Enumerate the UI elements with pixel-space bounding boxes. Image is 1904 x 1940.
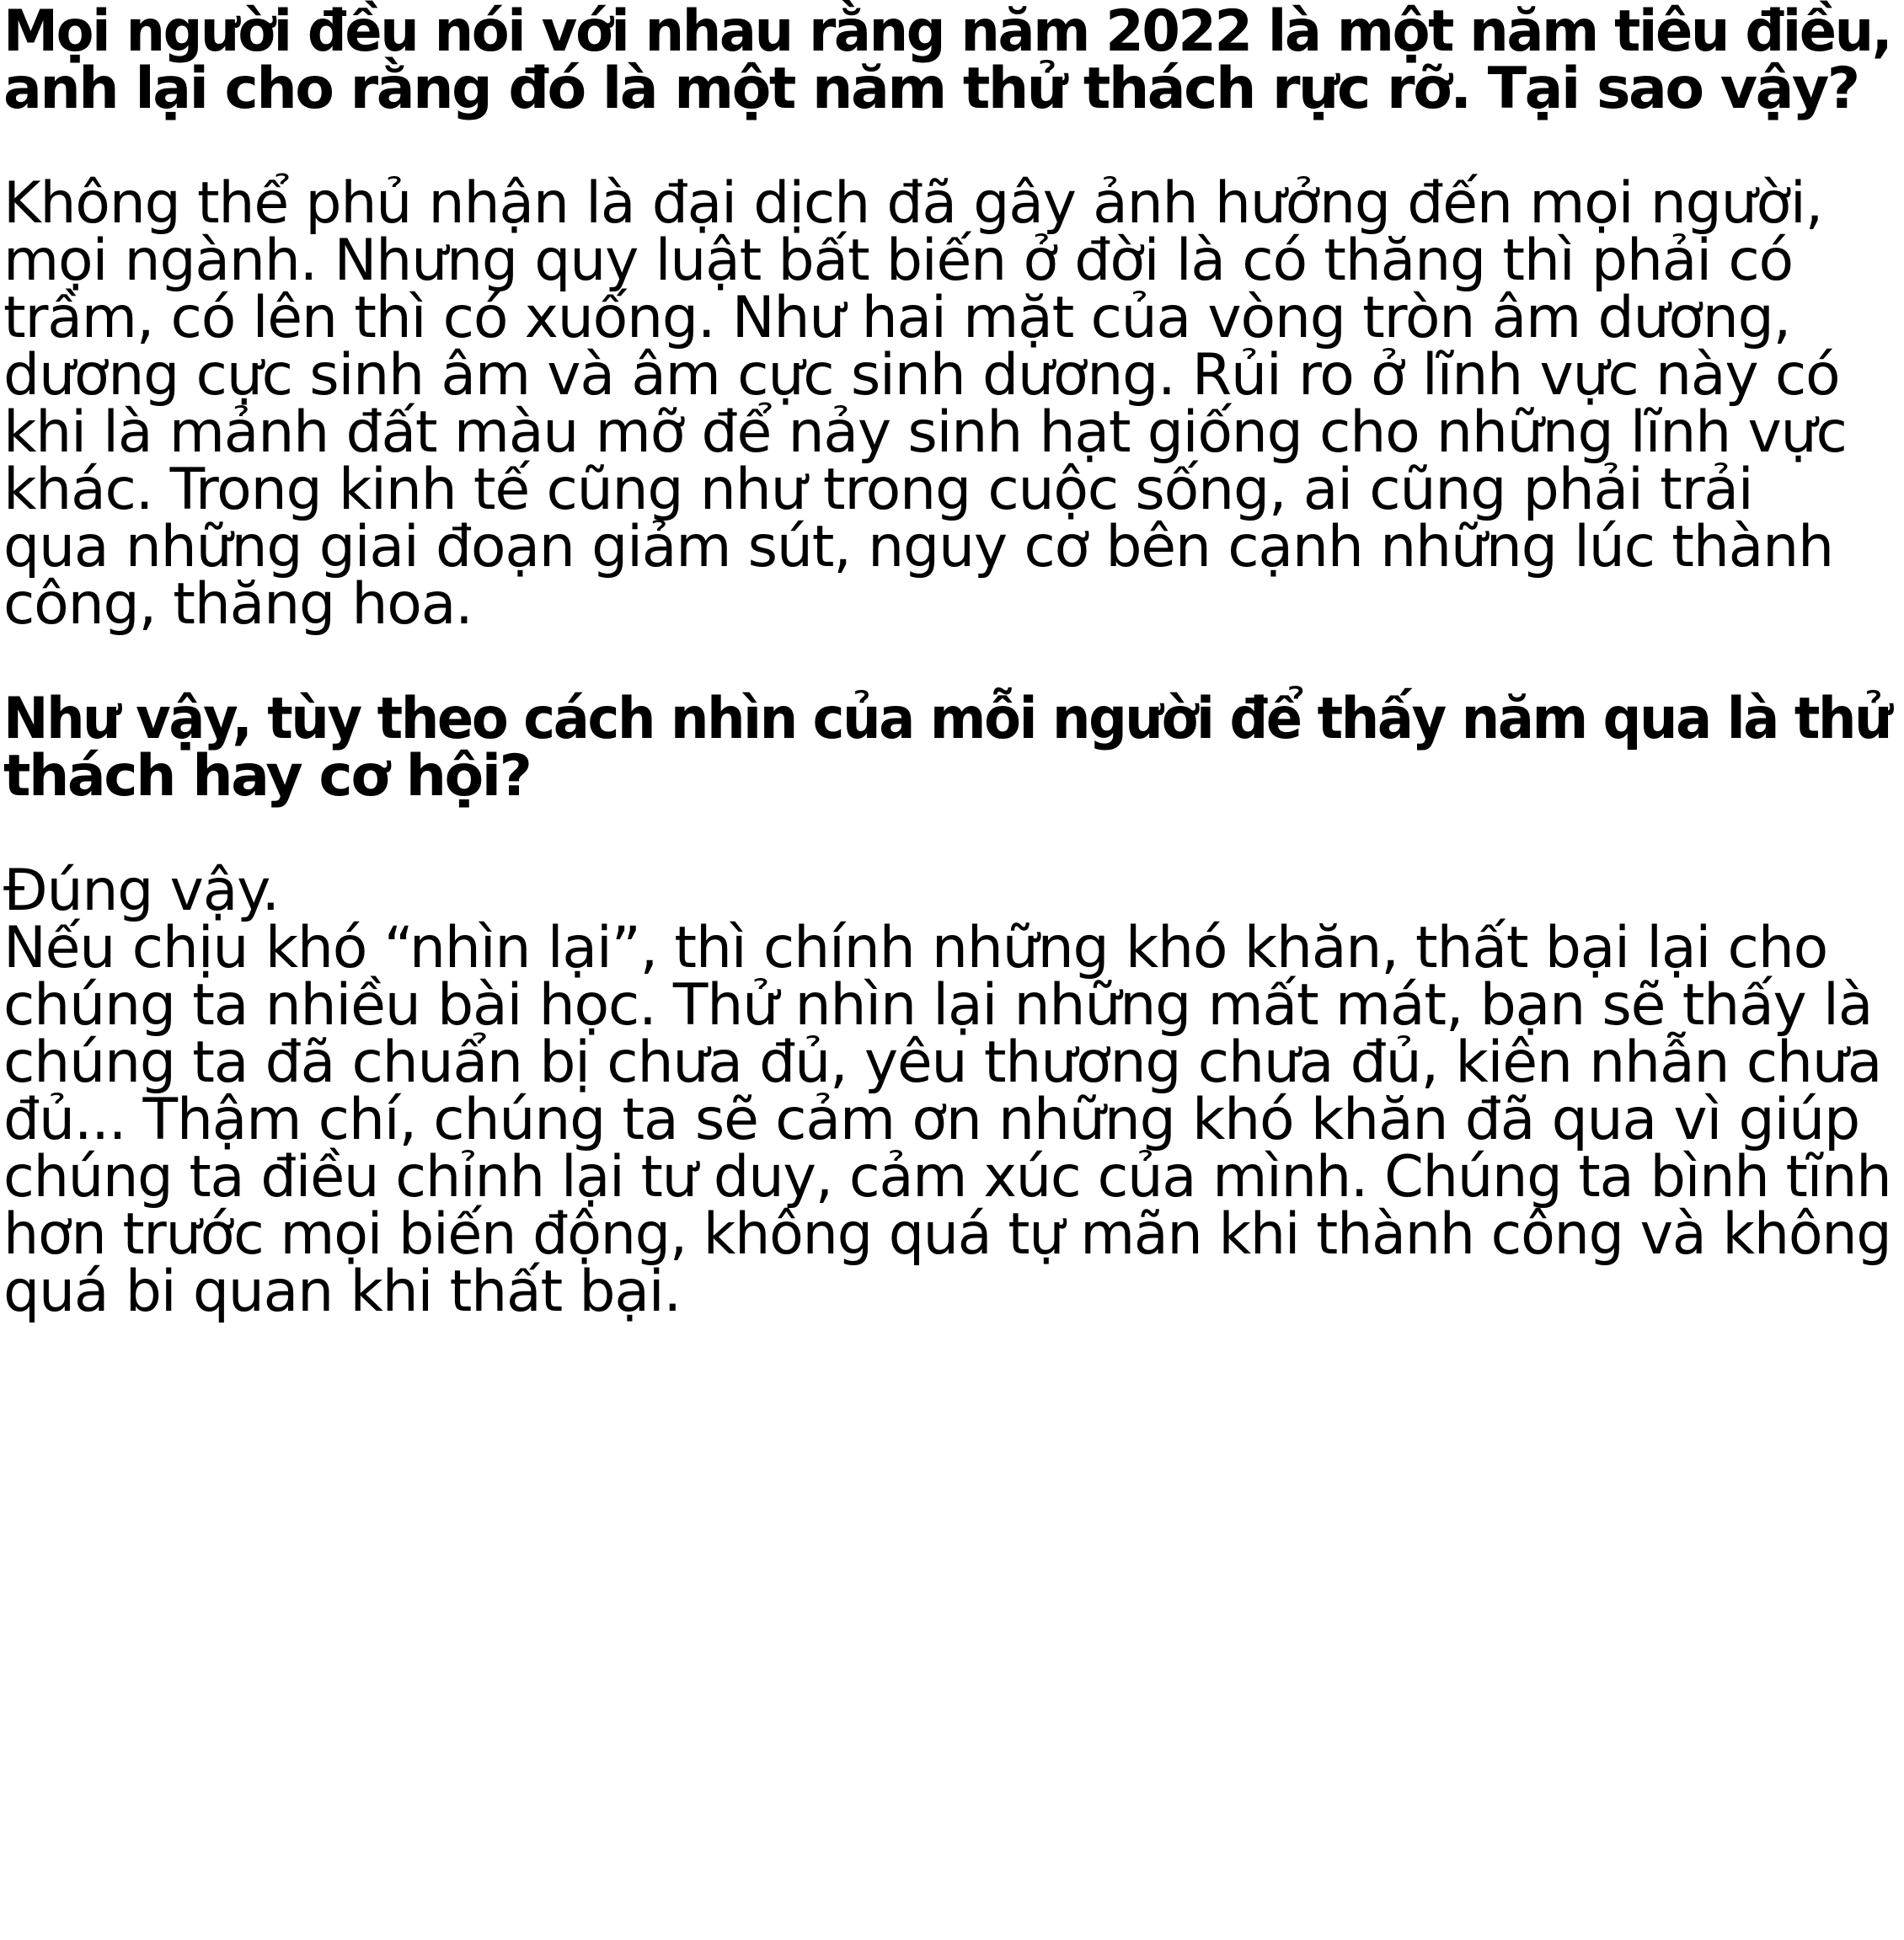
answer-2-line-8: quá bi quan khi thất bại. [3,1259,681,1325]
answer-2-line-6: chúng ta điều chỉnh lại tư duy, cảm xúc của mình. Chúng ta bình tĩnh [3,1144,1891,1210]
answer-1-line-8: công, thăng hoa. [3,571,473,638]
answer-2-line-5: đủ... Thậm chí, chúng ta sẽ cảm ơn những khó khăn đã qua vì giúp [3,1087,1859,1153]
answer-1-line-5: khi là mảnh đất màu mỡ để nảy sinh hạt giống cho những lĩnh vực [3,399,1847,466]
answer-1-line-2: mọi ngành. Nhưng quy luật bất biến ở đời là có thăng thì phải có [3,227,1793,294]
answer-2-line-3: chúng ta nhiều bài học. Thử nhìn lại những mất mát, bạn sẽ thấy là [3,972,1873,1039]
answer-1-line-4: dương cực sinh âm và âm cực sinh dương. Rủi ro ở lĩnh vực này có [3,342,1840,409]
question-2-line-2: thách hay cơ hội? [3,743,531,810]
answer-2-line-7: hơn trước mọi biến động, không quá tự mãn khi thành công và không [3,1201,1891,1268]
question-2-line-1: Như vậy, tùy theo cách nhìn của mỗi người để thấy năm qua là thử [3,686,1891,752]
answer-1-line-1: Không thể phủ nhận là đại dịch đã gây ảnh hưởng đến mọi người, [3,170,1823,237]
answer-1-line-7: qua những giai đoạn giảm sút, nguy cơ bên cạnh những lúc thành [3,514,1833,580]
answer-2-line-1: Đúng vậy. [3,858,279,924]
answer-2-line-4: chúng ta đã chuẩn bị chưa đủ, yêu thương chưa đủ, kiên nhẫn chưa [3,1029,1882,1096]
answer-1-line-3: trầm, có lên thì có xuống. Như hai mặt của vòng tròn âm dương, [3,285,1791,351]
question-1-line-1: Mọi người đều nói với nhau rằng năm 2022 là một năm tiêu điều, [3,0,1891,65]
answer-2-line-2: Nếu chịu khó “nhìn lại”, thì chính những khó khăn, thất bại lại cho [3,915,1828,981]
answer-1-line-6: khác. Trong kinh tế cũng như trong cuộc sống, ai cũng phải trải [3,457,1753,523]
question-1-line-2: anh lại cho rằng đó là một năm thử thách rực rỡ. Tại sao vậy? [3,56,1859,122]
